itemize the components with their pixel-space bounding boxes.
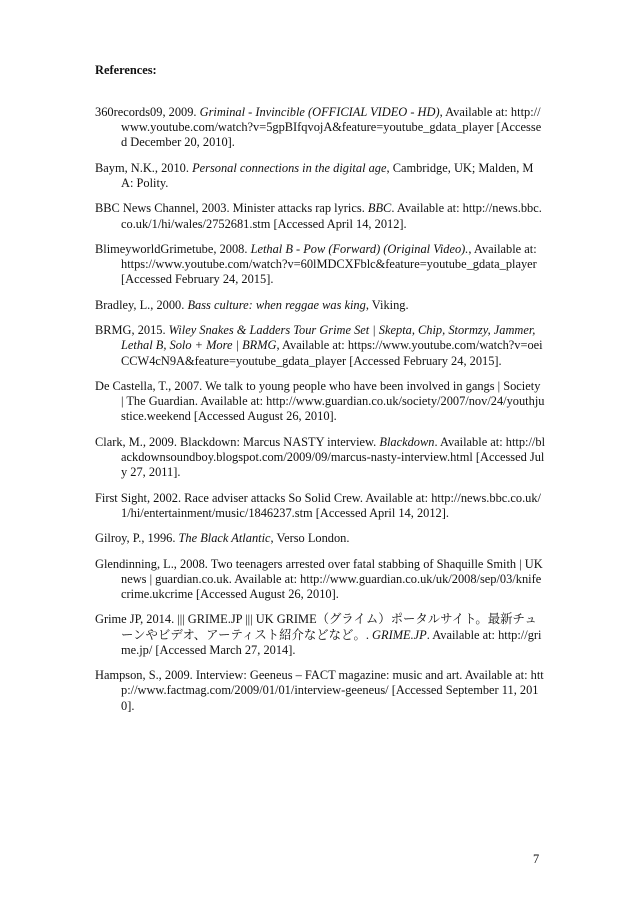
reference-details: , Verso London.: [270, 531, 350, 546]
reference-text: De Castella, T., 2007. We talk to young people who have been involved in gangs | Society | The Guardian. Available at: http://www.guardian.co.uk/society/2007/nov/24/youthjustice.weekend [Accessed August 26, 2010].: [95, 378, 545, 424]
reference-text: Grime JP, 2014. ||| GRIME.JP ||| UK GRIME（グライム）ポータルサイト。最新チューンやビデオ、アーティスト紹介などなど。.: [95, 612, 537, 642]
references-heading: References:: [95, 63, 157, 77]
reference-text: Hampson, S., 2009. Interview: Geeneus – FACT magazine: music and art. Available at: http://www.factmag.com/2009/01/01/interview-geeneus/ [Accessed September 11, 2010].: [95, 668, 544, 713]
reference-item: [95, 531, 545, 546]
reference-item: [95, 161, 545, 191]
reference-item: [95, 323, 545, 369]
reference-details: . Available at: http://grime.jp/ [Accessed March 27, 2014].: [121, 627, 542, 657]
reference-details: . Available at: http://news.bbc.co.uk/1/hi/wales/2752681.stm [Accessed April 14, 2012].: [121, 201, 542, 231]
reference-title: The Black Atlantic: [178, 531, 271, 546]
reference-details: , Available at: https://www.youtube.com/watch?v=60lMDCXFblc&feature=youtube_gdata_player [Accessed February 24, 2015].: [121, 241, 537, 287]
reference-details: , Available at: https://www.youtube.com/watch?v=oeiCCW4cN9A&feature=youtube_gdata_player [Accessed February 24, 2015].: [121, 338, 543, 368]
reference-list: [95, 105, 545, 714]
reference-item: [95, 298, 545, 313]
reference-text: BBC News Channel, 2003. Minister attacks rap lyrics.: [95, 201, 368, 216]
reference-details: , Cambridge, UK; Malden, MA: Polity.: [121, 160, 534, 190]
reference-title: Griminal - Invincible (OFFICIAL VIDEO - HD): [199, 105, 440, 119]
reference-text: BRMG, 2015.: [95, 323, 169, 338]
reference-title: Personal connections in the digital age: [192, 160, 387, 175]
reference-details: . Available at: http://blackdownsoundboy.blogspot.com/2009/09/marcus-nasty-interview.html [Accessed July 27, 2011].: [121, 434, 546, 480]
reference-item: [95, 379, 545, 425]
reference-text: Glendinning, L., 2008. Two teenagers arrested over fatal stabbing of Shaquille Smith | UK news | guardian.co.uk. Available at: http://www.guardian.co.uk/uk/2008/sep/03/knifecrime.ukcrime [Accessed August 26, 2010].: [95, 556, 543, 601]
reference-text: Bradley, L., 2000.: [95, 297, 188, 312]
reference-details: , Available at: http://www.youtube.com/watch?v=5gpBIfqvojA&feature=youtube_gdata_player [Accessed December 20, 2010].: [121, 105, 542, 150]
reference-text: First Sight, 2002. Race adviser attacks So Solid Crew. Available at: http://news.bbc.co.uk/1/hi/entertainment/music/1846237.stm [Accessed April 14, 2012].: [95, 490, 541, 520]
reference-text: Baym, N.K., 2010.: [95, 160, 193, 175]
reference-item: [95, 612, 545, 658]
reference-text: 360records09, 2009.: [95, 105, 200, 119]
document-page: [95, 62, 545, 724]
reference-title: Bass culture: when reggae was king: [187, 297, 366, 312]
reference-item: [95, 242, 545, 288]
reference-item: [95, 668, 545, 714]
reference-item: [95, 435, 545, 481]
reference-title: BBC: [367, 201, 392, 216]
reference-item: [95, 201, 545, 231]
reference-item: [95, 105, 545, 151]
page-number: 7: [533, 852, 540, 866]
reference-text: BlimeyworldGrimetube, 2008.: [95, 241, 251, 256]
reference-text: Gilroy, P., 1996.: [95, 531, 179, 546]
reference-title: Wiley Snakes & Ladders Tour Grime Set | Skepta, Chip, Stormzy, Jammer, Lethal B, Solo + More | BRMG: [121, 323, 536, 353]
reference-item: [95, 557, 545, 603]
reference-title: GRIME.JP: [372, 627, 427, 642]
reference-title: Lethal B - Pow (Forward) (Original Video).: [250, 241, 469, 256]
reference-title: Blackdown: [379, 434, 435, 449]
reference-item: [95, 491, 545, 521]
reference-text: Clark, M., 2009. Blackdown: Marcus NASTY interview.: [95, 434, 380, 449]
reference-details: , Viking.: [365, 297, 409, 312]
